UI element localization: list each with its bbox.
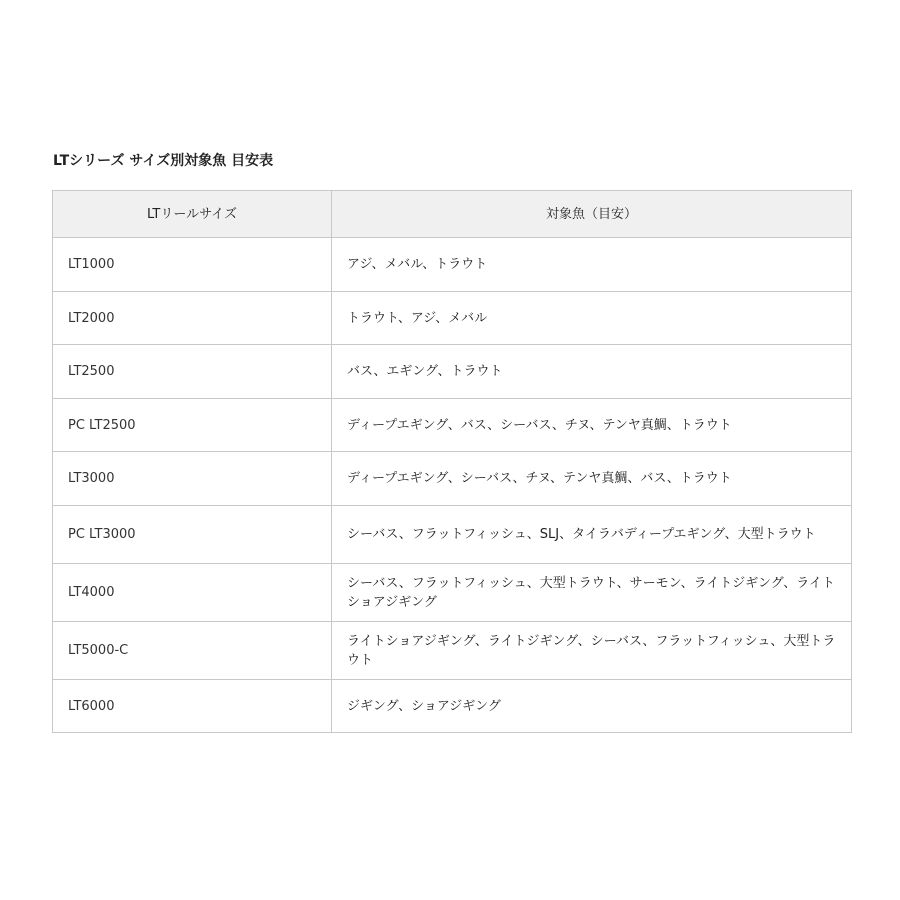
page-title: LTシリーズ サイズ別対象魚 目安表 bbox=[53, 153, 274, 169]
target-fish-cell: シーバス、フラットフィッシュ、SLJ、タイラバディープエギング、大型トラウト bbox=[332, 506, 852, 564]
reel-size-cell: LT2000 bbox=[53, 292, 332, 345]
target-fish-cell: シーバス、フラットフィッシュ、大型トラウト、サーモン、ライトジギング、ライトショアジギング bbox=[332, 564, 852, 622]
table-row bbox=[53, 399, 852, 452]
reel-size-cell: LT1000 bbox=[53, 238, 332, 292]
target-fish-cell: トラウト、アジ、メバル bbox=[332, 292, 852, 345]
reel-size-cell: LT2500 bbox=[53, 345, 332, 399]
header-reel-size: LTリールサイズ bbox=[53, 191, 332, 238]
reel-size-cell: LT3000 bbox=[53, 452, 332, 506]
target-fish-cell: ライトショアジギング、ライトジギング、シーバス、フラットフィッシュ、大型トラウト bbox=[332, 622, 852, 680]
table-header-row bbox=[53, 191, 852, 238]
target-fish-cell: バス、エギング、トラウト bbox=[332, 345, 852, 399]
target-fish-cell: ジギング、ショアジギング bbox=[332, 680, 852, 733]
table-row bbox=[53, 452, 852, 506]
table-row bbox=[53, 506, 852, 564]
target-fish-cell: アジ、メバル、トラウト bbox=[332, 238, 852, 292]
reel-size-cell: LT5000-C bbox=[53, 622, 332, 680]
table-row bbox=[53, 345, 852, 399]
header-target-fish: 対象魚（目安） bbox=[332, 191, 852, 238]
reel-size-cell: LT6000 bbox=[53, 680, 332, 733]
table-row bbox=[53, 622, 852, 680]
reel-size-cell: PC LT3000 bbox=[53, 506, 332, 564]
reel-size-cell: PC LT2500 bbox=[53, 399, 332, 452]
target-fish-cell: ディープエギング、バス、シーバス、チヌ、テンヤ真鯛、トラウト bbox=[332, 399, 852, 452]
table-row bbox=[53, 292, 852, 345]
reel-size-cell: LT4000 bbox=[53, 564, 332, 622]
target-fish-cell: ディープエギング、シーバス、チヌ、テンヤ真鯛、バス、トラウト bbox=[332, 452, 852, 506]
table-row bbox=[53, 564, 852, 622]
size-target-fish-table bbox=[52, 190, 852, 733]
table-row bbox=[53, 680, 852, 733]
table-row bbox=[53, 238, 852, 292]
